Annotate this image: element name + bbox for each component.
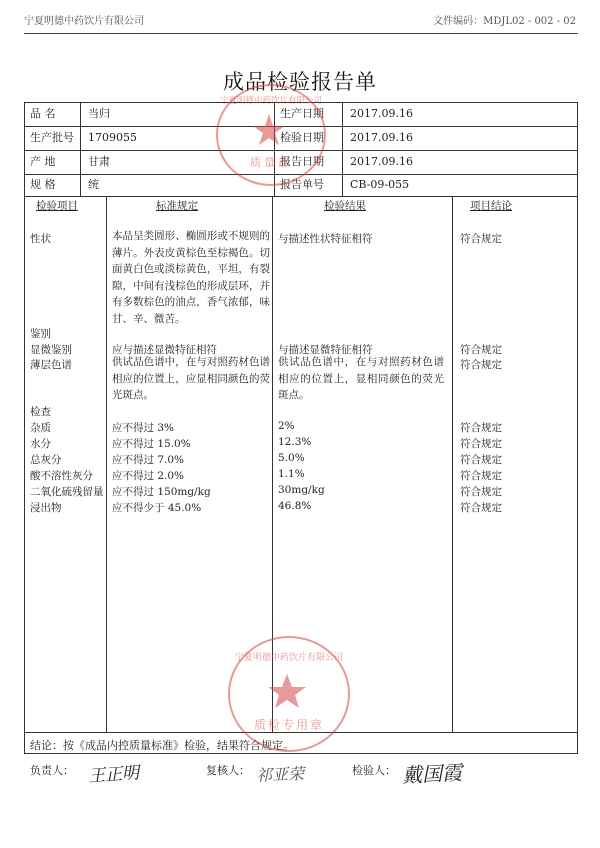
micro-conclusion: 符合规定	[460, 344, 502, 356]
batch-number: 1709055	[88, 131, 137, 144]
table-row-item: 浸出物	[30, 502, 62, 514]
table-row-result: 12.3%	[278, 436, 312, 448]
qc-stamp-label: 质检专用章	[253, 718, 324, 732]
product-name: 当归	[88, 107, 110, 120]
origin-label: 产 地	[30, 155, 56, 168]
inspection-heading: 检查	[30, 406, 51, 418]
reviewer-signature: 祁亚荣	[255, 764, 305, 785]
company-name: 宁夏明德中药饮片有限公司	[24, 16, 144, 27]
product-name-label: 品 名	[30, 107, 56, 120]
production-date-label: 生产日期	[280, 107, 324, 120]
micro-result: 与描述显微特征相符	[278, 344, 373, 356]
table-row-conclusion: 符合规定	[460, 422, 502, 434]
reviewer-label: 复核人：	[206, 764, 250, 777]
appearance-conclusion: 符合规定	[460, 233, 502, 245]
table-row-item: 总灰分	[30, 454, 62, 466]
tlc-item: 薄层色谱	[30, 359, 72, 371]
table-row-result: 30mg/kg	[278, 484, 325, 496]
column-header-result: 检验结果	[324, 200, 366, 212]
col-divider	[452, 196, 453, 732]
table-row-standard: 应不得过 15.0%	[112, 438, 191, 450]
qa-stamp-dept: 质量部	[250, 156, 292, 169]
inspector-signature: 戴国霞	[401, 760, 463, 788]
table-row-conclusion: 符合规定	[460, 438, 502, 450]
appearance-standard: 本品呈类圆形、椭圆形或不规则的薄片。外表皮黄棕色至棕褐色。切面黄白色或淡棕黄色，平坦，有裂隙，中间有浅棕色的形成层环，并有多数棕色的油点，香气浓郁，味甘、辛、微苦。	[112, 230, 270, 325]
table-row-result: 2%	[278, 420, 295, 432]
report-date-label: 报告日期	[280, 155, 324, 168]
identification-heading: 鉴别	[30, 328, 51, 340]
spec: 统	[88, 178, 99, 191]
production-date: 2017.09.16	[350, 107, 413, 120]
table-row-standard: 应不得过 2.0%	[112, 470, 185, 482]
inspector-label: 检验人：	[352, 764, 396, 777]
appearance-item: 性状	[30, 233, 51, 245]
table-row-result: 5.0%	[278, 452, 305, 464]
report-date: 2017.09.16	[350, 155, 413, 168]
table-row-standard: 应不得过 150mg/kg	[112, 486, 211, 498]
test-date: 2017.09.16	[350, 131, 413, 144]
table-row-standard: 应不得少于 45.0%	[112, 502, 202, 514]
table-row-result: 1.1%	[278, 468, 305, 480]
origin: 甘肃	[88, 155, 110, 168]
table-row-conclusion: 符合规定	[460, 470, 502, 482]
table-row-standard: 应不得过 7.0%	[112, 454, 185, 466]
table-row-item: 酸不溶性灰分	[30, 470, 93, 482]
quality-dept-stamp	[216, 84, 326, 186]
table-row-result: 46.8%	[278, 500, 312, 512]
tlc-result: 供试品色谱中，在与对照药材色谱相应的位置上，显相同颜色的荧光斑点。	[278, 356, 444, 401]
qa-stamp-company: 宁夏明德中药饮片有限公司	[219, 96, 322, 106]
qc-stamp-company: 宁夏明德中药饮片有限公司	[234, 653, 343, 663]
responsible-signature: 王正明	[87, 763, 140, 787]
final-conclusion: 结论：按《成品内控质量标准》检验，结果符合规定。	[30, 739, 294, 752]
table-row-conclusion: 符合规定	[460, 486, 502, 498]
appearance-result: 与描述性状特征相符	[278, 233, 373, 245]
micro-item: 显微鉴别	[30, 344, 72, 356]
test-date-label: 检验日期	[280, 131, 324, 144]
table-row-item: 杂质	[30, 422, 51, 434]
column-header-conclusion: 项目结论	[470, 200, 512, 212]
micro-standard: 应与描述显微特征相符	[112, 344, 217, 356]
spec-label: 规 格	[30, 178, 56, 191]
report-number: CB-09-055	[350, 178, 410, 191]
tlc-conclusion: 符合规定	[460, 359, 502, 371]
table-row-standard: 应不得过 3%	[112, 422, 174, 434]
col-divider	[106, 196, 107, 732]
header-divider	[24, 33, 578, 34]
document-code: 文件编码：MDJL02 - 002 - 02	[433, 16, 576, 27]
tlc-standard: 供试品色谱中，在与对照药材色谱相应的位置上，应显相同颜色的荧光斑点。	[112, 356, 270, 401]
col-divider	[342, 102, 343, 196]
table-row-item: 二氧化硫残留量	[30, 486, 104, 498]
column-header-standard: 标准规定	[156, 200, 198, 212]
report-number-label: 报告单号	[280, 178, 324, 191]
page-title: 成品检验报告单	[223, 70, 377, 94]
table-row-conclusion: 符合规定	[460, 502, 502, 514]
table-row-item: 水分	[30, 438, 51, 450]
col-divider	[80, 102, 81, 196]
table-row-conclusion: 符合规定	[460, 454, 502, 466]
responsible-label: 负责人：	[30, 764, 74, 777]
column-header-item: 检验项目	[36, 200, 78, 212]
qc-special-stamp	[228, 636, 350, 752]
batch-label: 生产批号	[30, 131, 74, 144]
